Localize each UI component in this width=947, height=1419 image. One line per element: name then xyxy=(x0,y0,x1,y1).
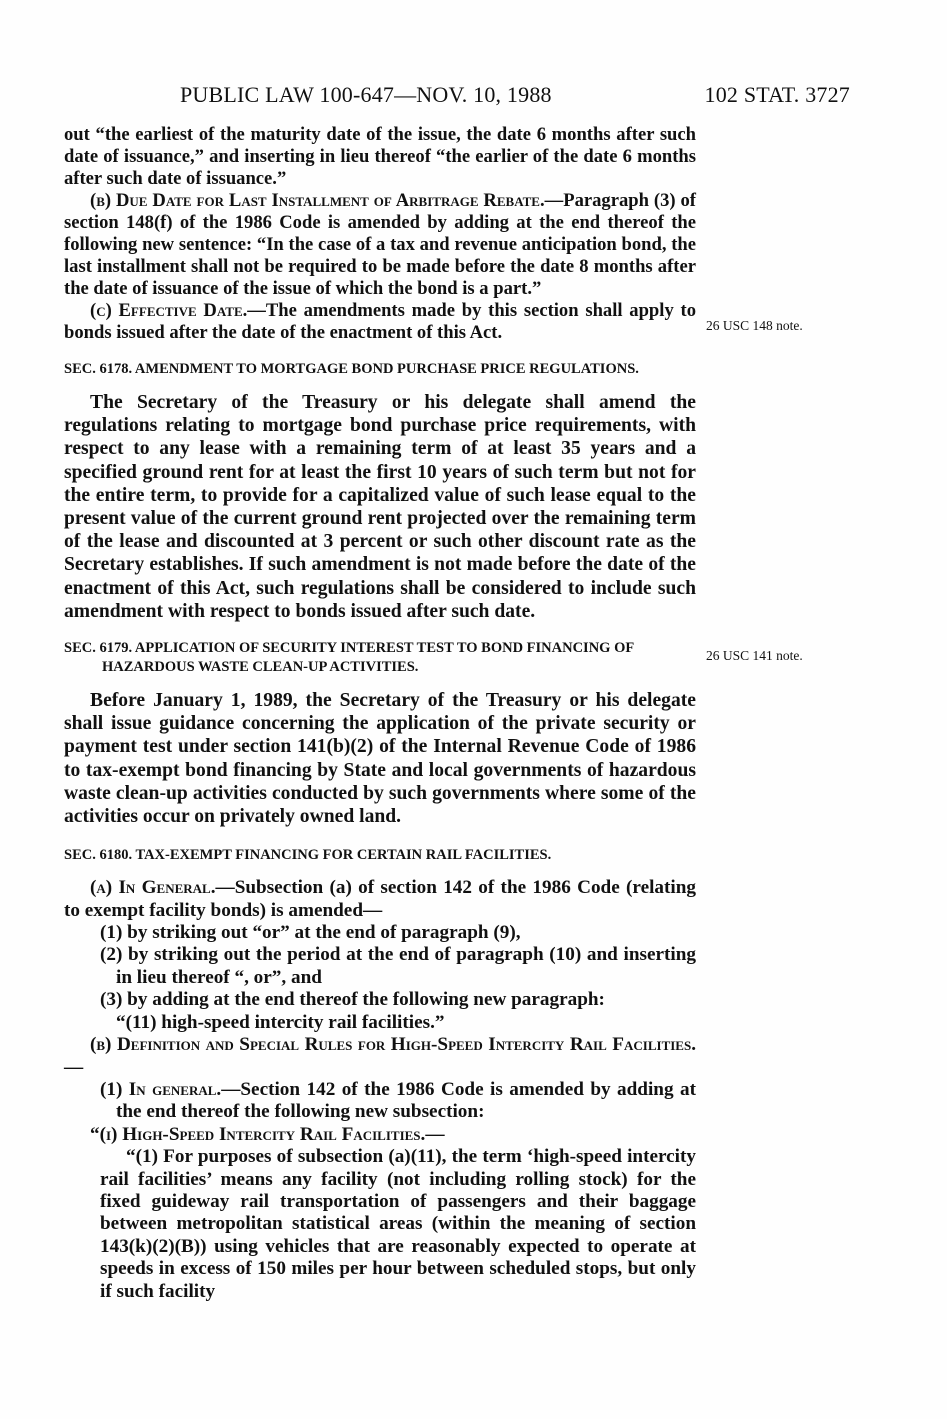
section-6180-heading xyxy=(64,846,696,865)
paragraph-continuation: out “the earliest of the maturity date of the issue, the date 6 months after such date of issuance,” and inserting in lieu thereof “the earlier of the date 6 months after such date of issuance.” xyxy=(64,124,696,189)
section-6179-heading xyxy=(64,639,696,677)
subsection-a-heading: (a) In General. xyxy=(90,877,216,899)
paragraph-b xyxy=(64,190,696,300)
item-a1: (1) by striking out “or” at the end of paragraph (9), xyxy=(100,922,521,944)
section-6179-number: SEC. 6179. xyxy=(64,640,133,657)
section-6178-heading xyxy=(64,360,696,379)
paragraph-c-text: —The amendments made by this section shall apply to bonds issued after the date of the enactment of this Act. xyxy=(64,300,696,343)
section-6178-title: AMENDMENT TO MORTGAGE BOND PURCHASE PRICE REGULATIONS. xyxy=(134,361,639,377)
subsection-a-text: —Subsection (a) of section 142 of the 1986 Code (relating to exempt facility bonds) is amended— xyxy=(64,877,697,921)
section-6180-number: SEC. 6180. xyxy=(64,847,133,864)
section-6178-number: SEC. 6178. xyxy=(64,361,133,377)
paragraph-c xyxy=(64,300,696,344)
header-page-number: 102 STAT. 3727 xyxy=(704,82,850,107)
section-6179-text: Before January 1, 1989, the Secretary of the Treasury or his delegate shall issue guidance concerning the application of the private security or payment test under section 141(b)(2) of the Internal Revenue Code of 1986 to tax-exempt bond financing by State and local governments of hazardous waste clean-up activities conducted by such governments where some of the activities occur on privately owned land. xyxy=(64,690,696,828)
new-subsection-i1-text: “(1) For purposes of subsection (a)(11), the term ‘high-speed intercity rail facilities’ means any facility (not including rolling stock) for the fixed guideway rail transportation of passengers and their baggage between metropolitan statistical areas (within the meaning of section 143(k)(2)(B)) using vehicles that are reasonably expected to operate at speeds in excess of 150 miles per hour between scheduled stops, but only if such facility xyxy=(100,1146,696,1302)
header-citation: PUBLIC LAW 100-647—NOV. 10, 1988 xyxy=(180,82,552,107)
paragraph-b1-text: —Section 142 of the 1986 Code is amended by adding at the end thereof the following new subsection: xyxy=(116,1078,696,1123)
paragraph-b-text: —Paragraph (3) of section 148(f) of the 1986 Code is amended by adding at the end thereof the following new sentence: “In the case of a tax and revenue anticipation bond, the last installment shall not be required to be made before the date 8 months after the date of issuance of the issue of which the bond is a part.” xyxy=(64,190,696,299)
new-subsection-i-heading: “(i) High-Speed Intercity Rail Facilities. xyxy=(90,1123,426,1145)
margin-note-148: 26 USC 148 note. xyxy=(706,318,803,333)
subsection-b-heading: (b) Definition and Special Rules for High-Speed Intercity Rail Facilities. xyxy=(90,1034,696,1056)
subsection-b-dash: — xyxy=(64,1056,84,1078)
new-subsection-i-dash: — xyxy=(425,1123,445,1145)
new-subsection-i xyxy=(64,1124,696,1146)
item-a3: (3) by adding at the end thereof the following new paragraph: xyxy=(100,989,605,1011)
section-6180-title: TAX-EXEMPT FINANCING FOR CERTAIN RAIL FACILITIES. xyxy=(135,847,552,864)
section-6179-title: APPLICATION OF SECURITY INTEREST TEST TO BOND FINANCING OF HAZARDOUS WASTE CLEAN-UP ACTIVITIES. xyxy=(102,640,634,676)
paragraph-b1 xyxy=(64,1079,696,1124)
item-a3-quote: “(11) high-speed intercity rail facilities.” xyxy=(116,1011,445,1033)
body-text xyxy=(64,124,696,1303)
paragraph-b1-heading: (1) In general. xyxy=(100,1078,222,1100)
item-a2: (2) by striking out the period at the end of paragraph (10) and inserting in lieu thereof “, or”, and xyxy=(100,944,696,988)
section-6178-text: The Secretary of the Treasury or his delegate shall amend the regulations relating to mortgage bond purchase price requirements, with respect to any lease with a remaining term of at least 35 years and a specified ground rent for at least the first 10 years of such term but not for the entire term, to provide for a capitalized value of such lease equal to the present value of the current ground rent projected over the remaining term of the lease and discounted at 3 percent or such other discount rate as the Secretary establishes. If such amendment is not made before the date of the enactment of this Act, such regulations shall be considered to include such amendment with respect to bonds issued after such date. xyxy=(64,392,696,622)
paragraph-b-heading: (b) Due Date for Last Installment of Arbitrage Rebate. xyxy=(90,190,545,211)
paragraph-c-heading: (c) Effective Date. xyxy=(90,300,248,321)
margin-note-141: 26 USC 141 note. xyxy=(706,648,803,663)
subsection-a xyxy=(64,877,696,922)
subsection-b xyxy=(64,1034,696,1079)
